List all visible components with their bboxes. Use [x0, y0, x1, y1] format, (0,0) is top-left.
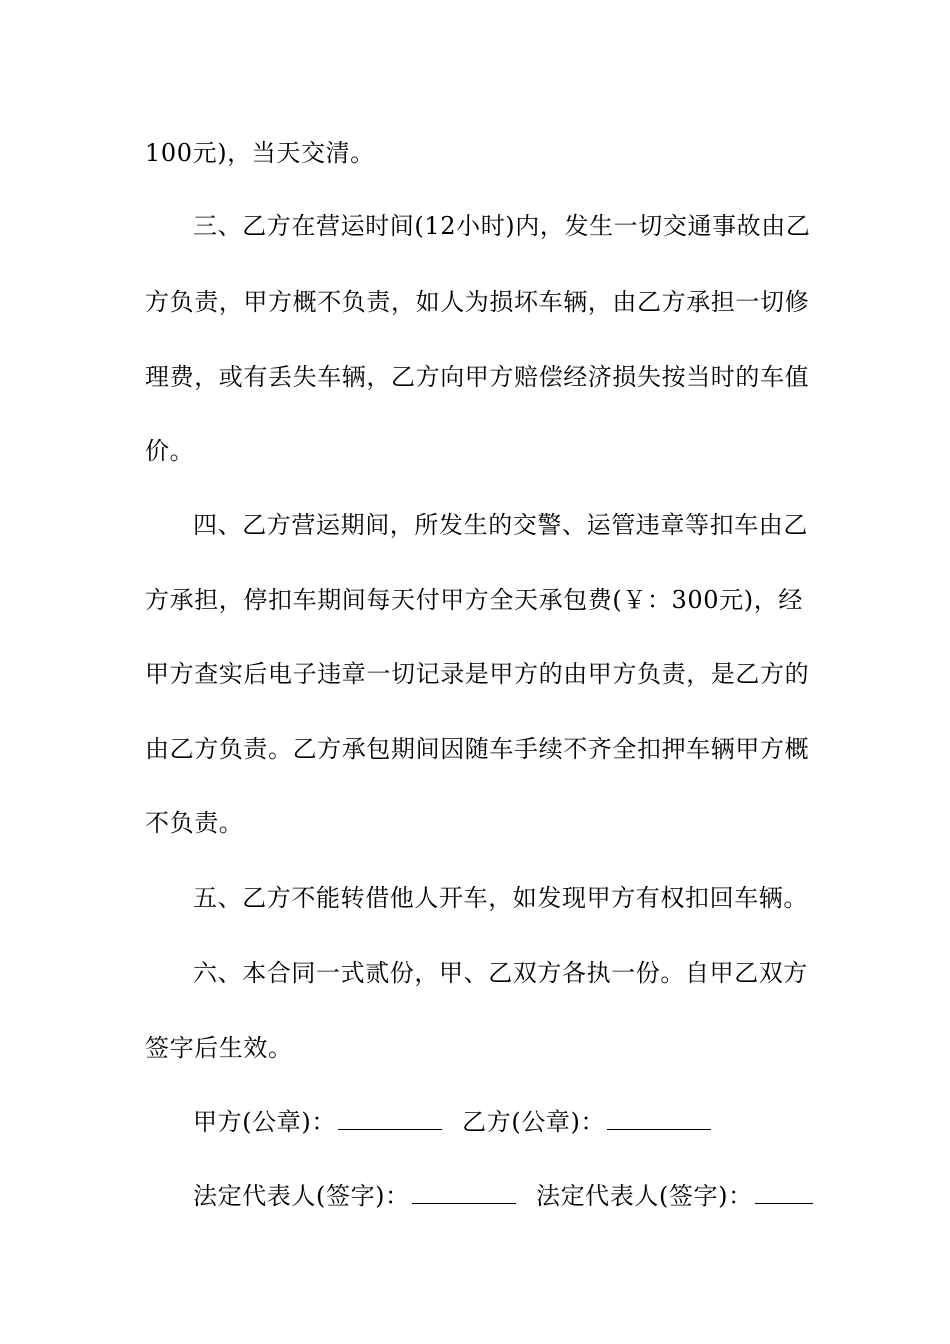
paragraph-line: 不负责。 [145, 809, 244, 837]
clause-five-line: 五、乙方不能转借他人开车，如发现甲方有权扣回车辆。 [193, 884, 808, 912]
paragraph-line: 甲方查实后电子违章一切记录是甲方的由甲方负责，是乙方的 [145, 660, 810, 688]
clause-four-line: 四、乙方营运期间，所发生的交警、运管违章等扣车由乙 [193, 511, 808, 539]
paragraph-line: 价。 [145, 437, 195, 465]
clause-six-line: 六、本合同一式贰份，甲、乙双方各执一份。自甲乙双方 [193, 959, 808, 987]
party-a-seal-label: 甲方(公章)： [193, 1108, 336, 1136]
party-b-rep-label: 法定代表人(签字)： [535, 1182, 753, 1210]
paragraph-line: 由乙方负责。乙方承包期间因随车手续不齐全扣押车辆甲方概 [145, 735, 810, 763]
party-a-rep-label: 法定代表人(签字)： [193, 1182, 410, 1210]
party-b-seal-blank[interactable] [607, 1103, 711, 1130]
party-b-rep-blank[interactable] [755, 1177, 813, 1204]
party-a-rep-blank[interactable] [412, 1177, 516, 1204]
paragraph-line: 方负责，甲方概不负责，如人为损坏车辆，由乙方承担一切修 [145, 288, 810, 316]
seal-signature-row [193, 1102, 810, 1142]
clause-three-line: 三、乙方在营运时间(12小时)内，发生一切交通事故由乙 [193, 212, 811, 240]
paragraph-line: 100元)，当天交清。 [145, 139, 375, 167]
paragraph-line: 签字后生效。 [145, 1034, 293, 1062]
party-a-seal-blank[interactable] [338, 1103, 442, 1130]
party-b-seal-label: 乙方(公章)： [462, 1108, 606, 1136]
paragraph-line: 方承担，停扣车期间每天付甲方全天承包费(￥：300元)，经 [145, 586, 803, 614]
paragraph-line: 理费，或有丢失车辆，乙方向甲方赔偿经济损失按当时的车值 [145, 363, 810, 391]
representative-signature-row [193, 1176, 810, 1216]
